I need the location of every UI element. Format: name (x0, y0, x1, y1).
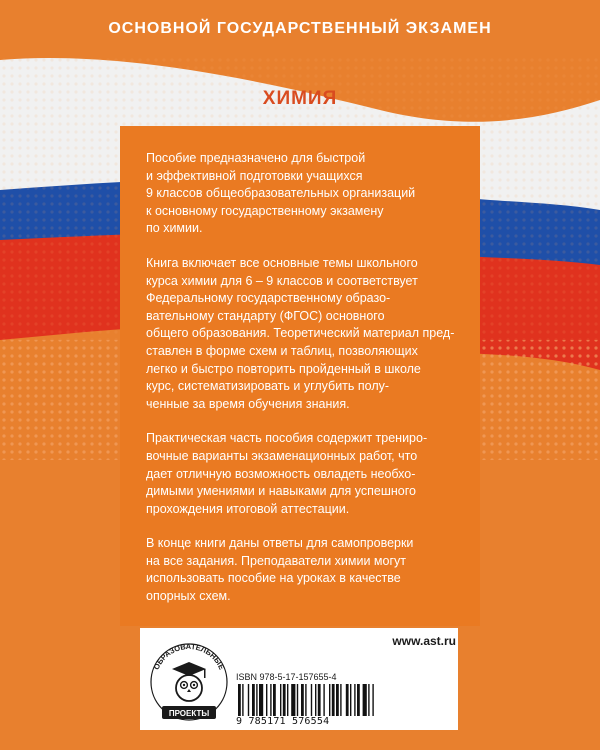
publisher-logo (146, 632, 232, 726)
text-line: В конце книги даны ответы для самопроверки (146, 536, 414, 551)
subject-title: ХИМИЯ (262, 88, 338, 109)
paragraph-1 (146, 150, 476, 238)
text-line: курса химии для 6 – 9 классов и соответствует (146, 273, 418, 288)
text-line: ставлен в форме схем и таблиц, позволяющих (146, 343, 418, 358)
text-line: использовать пособие на уроках в качестве (146, 571, 401, 586)
owl-graduation-cap-icon (172, 662, 206, 701)
paragraph-4 (146, 535, 476, 605)
publisher-website: www.ast.ru (392, 634, 456, 648)
text-line: к основному государственному экзамену (146, 203, 384, 218)
text-line: по химии. (146, 221, 203, 236)
text-line: вательному стандарту (ФГОС) основного (146, 308, 385, 323)
series-header (0, 0, 600, 58)
text-line: ченные за время обучения знания. (146, 396, 350, 411)
text-line: дает отличную возможность овладеть необхо- (146, 466, 416, 481)
text-line: и эффективной подготовки учащихся (146, 168, 363, 183)
description-text (146, 150, 476, 623)
text-line: на все задания. Преподаватели химии могут (146, 553, 407, 568)
text-line: курс, систематизировать и углубить полу- (146, 379, 390, 394)
text-line: Пособие предназначено для быстрой (146, 151, 366, 165)
logo-text-bottom: ПРОЕКТЫ (168, 709, 210, 718)
series-title: ОСНОВНОЙ ГОСУДАРСТВЕННЫЙ ЭКЗАМЕН (108, 20, 492, 37)
paragraph-3 (146, 430, 476, 518)
text-line: общего образования. Теоретический материал пред- (146, 326, 455, 341)
text-line: 9 классов общеобразовательных организаций (146, 186, 416, 201)
text-line: димыми умениями и навыками для успешного (146, 484, 416, 499)
barcode-digits: 9 785171 576554 (236, 716, 456, 727)
text-line: опорных схем. (146, 589, 231, 604)
text-line: вочные варианты экзаменационных работ, что (146, 448, 418, 463)
text-line: Федеральному государственному образо- (146, 291, 391, 306)
logo-text-top: ОБРАЗОВАТЕЛЬНЫЕ (151, 641, 227, 672)
isbn-number: ISBN 978-5-17-157655-4 (236, 672, 337, 682)
text-line: Практическая часть пособия содержит трениро- (146, 431, 428, 446)
paragraph-2 (146, 255, 476, 413)
text-line: Книга включает все основные темы школьного (146, 255, 418, 270)
text-line: легко и быстро повторить пройденный в школе (146, 361, 421, 376)
text-line: прохождения итоговой аттестации. (146, 501, 350, 516)
